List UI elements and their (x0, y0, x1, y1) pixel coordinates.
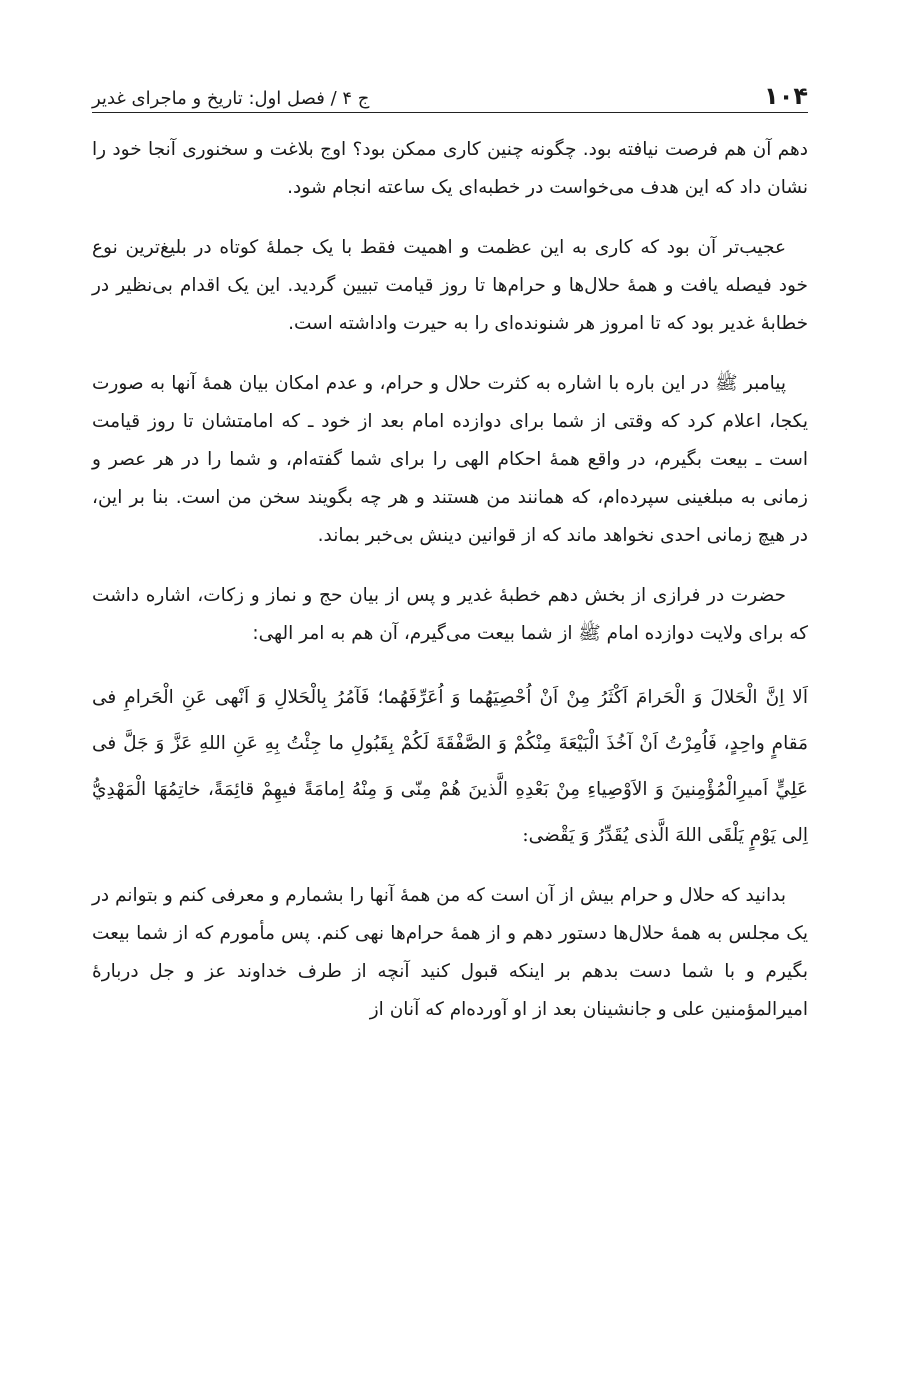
paragraph: حضرت در فرازی از بخش دهم خطبهٔ غدیر و پس از بیان حج و نماز و زکات، اشاره داشت که برای ولایت دوازده امام ﷺ از شما بیعت می‌گیرم، آن هم به امر الهی: (92, 585, 808, 644)
page-number: ۱۰۴ (764, 82, 808, 110)
paragraph: عجیب‌تر آن بود که کاری به این عظمت و اهمیت فقط با یک جملهٔ کوتاه در بلیغ‌ترین نوع خود فیصله یافت و همهٔ حلال‌ها و حرام‌ها تا روز قیامت تبیین گردید. این یک اقدام بی‌نظیر در خطابهٔ غدیر بود که تا امروز هر شنونده‌ای را به حیرت واداشته است. (92, 237, 808, 334)
book-page (92, 64, 808, 1051)
arabic-quote: اَلا اِنَّ الْحَلالَ وَ الْحَرامَ اَكْثَرُ مِنْ اَنْ اُحْصِيَهُما وَ اُعَرِّفَهُما؛ فَآمُرُ بِالْحَلالِ وَ اَنْهى عَنِ الْحَرامِ فى مَقامٍ واحِدٍ، فَاُمِرْتُ اَنْ آخُذَ الْبَيْعَةَ مِنْكُمْ وَ الصَّفْقَةَ لَكُمْ بِقَبُولِ ما جِئْتُ بِهِ عَنِ اللهِ عَزَّ وَ جَلَّ فى عَلِيٍّ اَميرِالْمُؤْمِنينَ وَ الاَوْصِياءِ مِنْ بَعْدِهِ الَّذينَ هُمْ مِنّى وَ مِنْهُ اِمامَةً فيهِمْ قائِمَةً، خاتِمُهَا الْمَهْدِيُّ اِلى يَوْمٍ يَلْقَى اللهَ الَّذى يُقَدِّرُ وَ يَقْضى: (92, 687, 808, 846)
running-title: ج ۴ / فصل اول: تاریخ و ماجرای غدیر (92, 88, 370, 109)
paragraph: بدانید که حلال و حرام بیش از آن است که من همهٔ آنها را بشمارم و معرفی کنم و بتوانم در یک مجلس به همهٔ حلال‌ها دستور دهم و از همهٔ حرام‌ها نهی کنم. پس مأمورم که از شما بیعت بگیرم و با شما دست بدهم بر اینکه قبول کنید آنچه از طرف خداوند عز و جل دربارهٔ امیرالمؤمنین علی و جانشینان بعد از او آورده‌ام که آنان از (92, 885, 808, 1020)
paragraph: پیامبر ﷺ در این باره با اشاره به کثرت حلال و حرام، و عدم امکان بیان همهٔ آنها به صورت یکجا، اعلام کرد که وقتی از شما برای دوازده امام بعد از خود ـ که امامتشان تا روز قیامت است ـ بیعت بگیرم، در واقع همهٔ احکام الهی را برای شما گفته‌ام، و شما را در هر عصر و زمانی به مبلغینی سپرده‌ام، که همانند من هستند و هر چه بگویند سخن من است. بنا بر این، در هیچ زمانی احدی نخواهد ماند که از قوانین دینش بی‌خبر بماند. (92, 373, 808, 546)
body-text (92, 131, 808, 1029)
paragraph: دهم آن هم فرصت نیافته بود. چگونه چنین کاری ممکن بود؟ اوج بلاغت و سخنوری آنجا خود را نشان داد که این هدف می‌خواست در خطبه‌ای یک ساعته انجام شود. (92, 139, 808, 198)
page-header (92, 64, 808, 113)
